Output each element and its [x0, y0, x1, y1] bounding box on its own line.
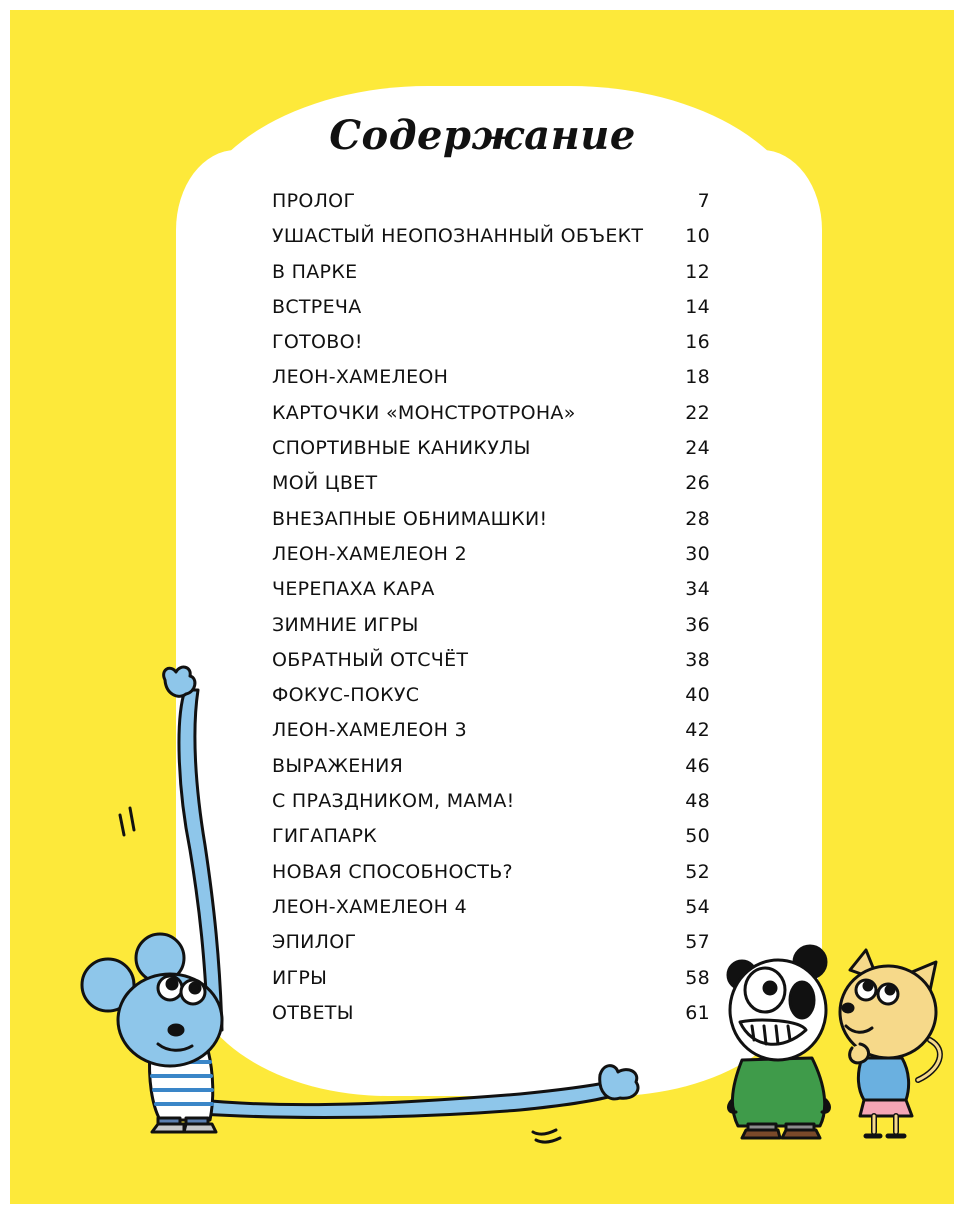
toc-entry-label: ЛЕОН-ХАМЕЛЕОН 4	[272, 895, 467, 918]
toc-entry-label: ЛЕОН-ХАМЕЛЕОН 2	[272, 542, 467, 565]
toc-entry-label: ГОТОВО!	[272, 331, 363, 354]
toc-entry-page: 38	[685, 648, 710, 671]
toc-entry-page: 12	[685, 260, 710, 283]
toc-entry-page: 7	[697, 190, 710, 212]
toc-entry-label: СПОРТИВНЫЕ КАНИКУЛЫ	[272, 437, 531, 460]
toc-entry-page: 50	[685, 825, 710, 848]
toc-entry-page: 28	[685, 507, 710, 530]
blue-mouse-illustration	[82, 667, 638, 1142]
toc-entry-page: 48	[685, 790, 710, 813]
toc-entry-page: 54	[685, 895, 710, 918]
toc-entry-label: ЭПИЛОГ	[272, 931, 357, 954]
toc-entry-page: 40	[685, 684, 710, 707]
toc-entry-label: ФОКУС-ПОКУС	[272, 684, 420, 707]
toc-entry-page: 36	[685, 613, 710, 636]
toc-entry-label: ИГРЫ	[272, 966, 328, 989]
toc-entry-label: ЛЕОН-ХАМЕЛЕОН	[272, 366, 449, 389]
toc-entry-label: ЗИМНИЕ ИГРЫ	[272, 613, 419, 636]
toc-entry-page: 34	[685, 578, 710, 601]
toc-entry-label: ВЫРАЖЕНИЯ	[272, 754, 404, 777]
toc-entry-label: ОБРАТНЫЙ ОТСЧЁТ	[272, 648, 469, 671]
toc-entry-label: ГИГАПАРК	[272, 825, 378, 848]
toc-entry-page: 24	[685, 437, 710, 460]
panda-illustration	[728, 946, 829, 1138]
toc-entry-label: ЧЕРЕПАХА КАРА	[272, 578, 435, 601]
toc-entry-page: 18	[685, 366, 710, 389]
toc-entry-page: 61	[685, 1001, 710, 1024]
toc-entry-page: 16	[685, 331, 710, 354]
toc-entry-label: В ПАРКЕ	[272, 260, 358, 283]
toc-entry-page: 26	[685, 472, 710, 495]
toc-entry-page: 52	[685, 860, 710, 883]
toc-entry-page: 22	[685, 401, 710, 424]
toc-entry-page: 42	[685, 719, 710, 742]
toc-entry-page: 10	[685, 225, 710, 248]
toc-entry-page: 30	[685, 542, 710, 565]
toc-entry-label: ВСТРЕЧА	[272, 295, 362, 318]
toc-entry-page: 58	[685, 966, 710, 989]
toc-entry-label: КАРТОЧКИ «МОНСТРОТРОНА»	[272, 401, 576, 424]
toc-entry-label: ЛЕОН-ХАМЕЛЕОН 3	[272, 719, 467, 742]
toc-entry-page: 57	[685, 931, 710, 954]
toc-entry-page: 46	[685, 754, 710, 777]
toc-entry-page: 14	[685, 295, 710, 318]
cat-illustration	[840, 950, 940, 1136]
toc-entry-label: ВНЕЗАПНЫЕ ОБНИМАШКИ!	[272, 507, 548, 530]
toc-entry-label: МОЙ ЦВЕТ	[272, 472, 378, 495]
toc-entry-label: ОТВЕТЫ	[272, 1001, 354, 1024]
toc-entry-label: ПРОЛОГ	[272, 190, 356, 212]
toc-entry-label: НОВАЯ СПОСОБНОСТЬ?	[272, 860, 513, 883]
toc-entry-label: С ПРАЗДНИКОМ, МАМА!	[272, 790, 515, 813]
toc-entry-label: УШАСТЫЙ НЕОПОЗНАННЫЙ ОБЪЕКТ	[272, 225, 644, 248]
page-title: Содержание	[329, 112, 636, 159]
